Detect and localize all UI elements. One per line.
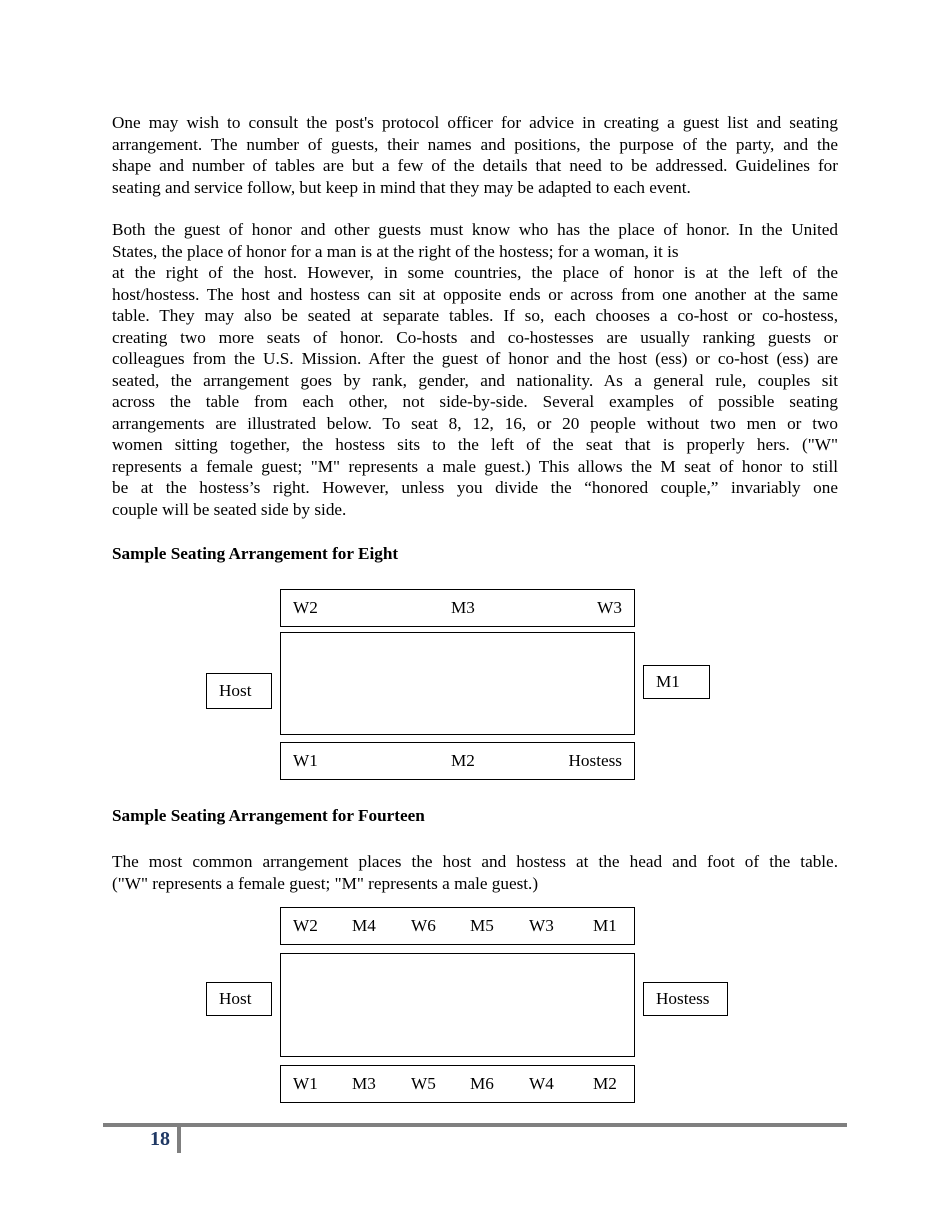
honor-line: women sitting together, the hostess sits to the left of the seat that is properly hers. ("W" xyxy=(112,435,838,454)
seat-label: Host xyxy=(219,989,252,1008)
seat-label: W1 xyxy=(293,751,318,770)
honor-line: be at the hostess’s right. However, unless you divide the “honored couple,” invariably one xyxy=(112,478,838,497)
seat-label: M6 xyxy=(470,1074,494,1093)
seat-label: M1 xyxy=(656,672,680,691)
seat-label: W2 xyxy=(293,598,318,617)
seat-label: W5 xyxy=(411,1074,436,1093)
fourteen-bottom-seat-row xyxy=(280,1065,635,1103)
fourteen-intro-paragraph xyxy=(112,851,838,894)
seat-label: M2 xyxy=(593,1074,617,1093)
seat-label: M5 xyxy=(470,916,494,935)
seat-label: W3 xyxy=(529,916,554,935)
eight-top-seat-row xyxy=(280,589,635,627)
fourteen-intro-line: The most common arrangement places the host and hostess at the head and foot of the table. xyxy=(112,852,838,871)
seat-label: W3 xyxy=(597,598,622,617)
fourteen-top-seat-row xyxy=(280,907,635,945)
fourteen-table xyxy=(280,953,635,1057)
seat-label: M2 xyxy=(451,751,475,770)
seat-label: M1 xyxy=(593,916,617,935)
fourteen-host-seat xyxy=(206,982,272,1016)
honor-line: States, the place of honor for a man is at the right of the hostess; for a woman, it is xyxy=(112,241,679,261)
footer-divider xyxy=(103,1123,847,1127)
honor-line: colleagues from the U.S. Mission. After the guest of honor and the host (ess) or co-host (ess) are xyxy=(112,349,838,368)
honor-line: at the right of the host. However, in some countries, the place of honor is at the left of the xyxy=(112,263,838,282)
place-of-honor-paragraph xyxy=(112,219,838,520)
page-number: 18 xyxy=(150,1128,170,1150)
intro-paragraph xyxy=(112,112,838,198)
seat-label: W4 xyxy=(529,1074,554,1093)
eight-table xyxy=(280,632,635,735)
seat-label: Hostess xyxy=(568,751,622,770)
seat-label: Hostess xyxy=(656,989,710,1008)
seat-label: M3 xyxy=(352,1074,376,1093)
eight-m1-seat xyxy=(643,665,710,699)
honor-line: represents a female guest; "M" represents a male guest.) This allows the M seat of honor to still xyxy=(112,456,838,476)
page-number-bar xyxy=(177,1127,181,1153)
honor-line: host/hostess. The host and hostess can sit at opposite ends or across from one another at the same xyxy=(112,284,838,304)
eight-seating-heading: Sample Seating Arrangement for Eight xyxy=(112,544,399,563)
honor-line: couple will be seated side by side. xyxy=(112,499,347,519)
honor-line: Both the guest of honor and other guests must know who has the place of honor. In the United xyxy=(112,220,838,239)
honor-line: across the table from each other, not side-by-side. Several examples of possible seating xyxy=(112,392,838,411)
eight-host-seat xyxy=(206,673,272,709)
honor-line: arrangements are illustrated below. To seat 8, 12, 16, or 20 people without two men or two xyxy=(112,413,838,433)
fourteen-hostess-seat xyxy=(643,982,728,1016)
seat-label: Host xyxy=(219,681,252,700)
eight-bottom-seat-row xyxy=(280,742,635,780)
seat-label: W2 xyxy=(293,916,318,935)
seat-label: M3 xyxy=(451,598,475,617)
intro-line: One may wish to consult the post's protocol officer for advice in creating a guest list and seating xyxy=(112,113,838,132)
seat-label: W1 xyxy=(293,1074,318,1093)
seat-label: M4 xyxy=(352,916,376,935)
fourteen-seating-heading: Sample Seating Arrangement for Fourteen xyxy=(112,806,425,825)
honor-line: creating two more seats of honor. Co-hosts and co-hostesses are usually ranking guests or xyxy=(112,327,838,347)
honor-line: seated, the arrangement goes by rank, gender, and nationality. As a general rule, couples sit xyxy=(112,370,838,390)
intro-line: seating and service follow, but keep in mind that they may be adapted to each event. xyxy=(112,177,691,197)
fourteen-intro-line: ("W" represents a female guest; "M" represents a male guest.) xyxy=(112,873,539,893)
seat-label: W6 xyxy=(411,916,436,935)
intro-line: shape and number of tables are but a few of the details that need to be addressed. Guidelines for xyxy=(112,156,838,175)
honor-line: table. They may also be seated at separate tables. If so, each chooses a co-host or co-hostess, xyxy=(112,306,838,325)
intro-line: arrangement. The number of guests, their names and positions, the purpose of the party, and the xyxy=(112,134,838,154)
